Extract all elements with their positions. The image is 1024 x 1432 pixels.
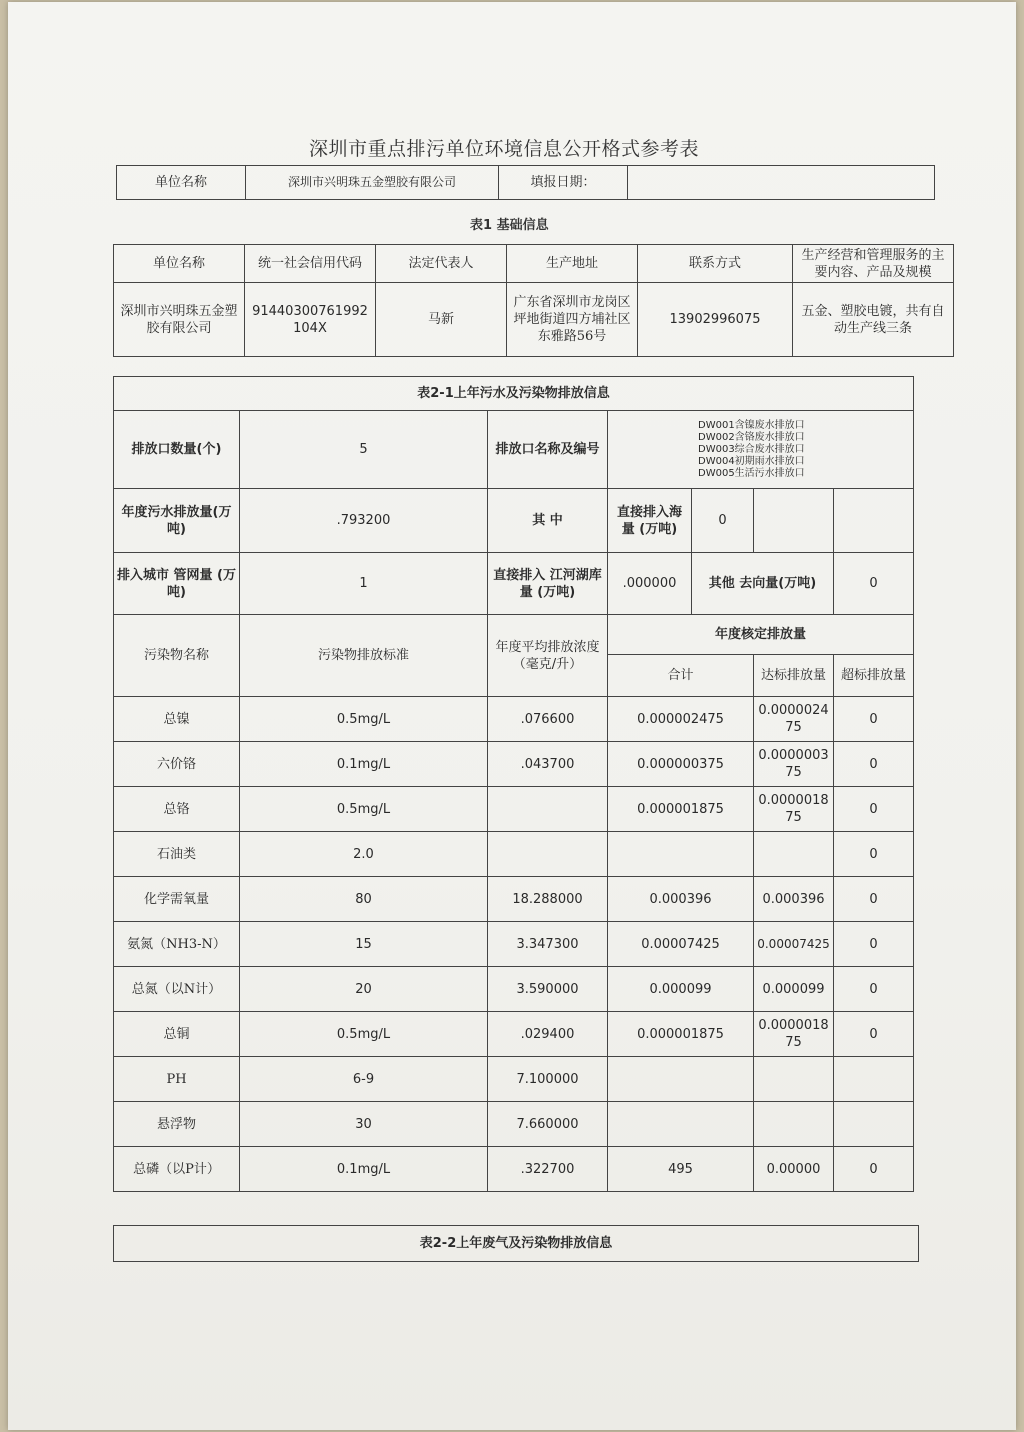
sea-value: 0 — [692, 489, 754, 553]
pollutant-conc: 7.660000 — [488, 1102, 608, 1147]
pollutant-name: 总磷（以P计） — [114, 1147, 240, 1192]
col-over: 超标排放量 — [834, 655, 914, 697]
of-which-label: 其 中 — [488, 489, 608, 553]
outlet-count: 5 — [240, 411, 488, 489]
pollutant-total: 0.000000375 — [608, 742, 754, 787]
table21-wastewater — [113, 376, 914, 1192]
pollutant-over: 0 — [834, 967, 914, 1012]
t1-header: 联系方式 — [638, 245, 793, 283]
pollutant-std: 15 — [240, 922, 488, 967]
pollutant-over: 0 — [834, 1147, 914, 1192]
pollutant-conc — [488, 832, 608, 877]
pollutant-total: 0.00007425 — [608, 922, 754, 967]
pollutant-std: 30 — [240, 1102, 488, 1147]
pollutant-over: 0 — [834, 832, 914, 877]
t1-header: 统一社会信用代码 — [245, 245, 376, 283]
pollutant-name: PH — [114, 1057, 240, 1102]
date-value — [628, 166, 935, 200]
pollutant-ok — [754, 1057, 834, 1102]
col-ok: 达标排放量 — [754, 655, 834, 697]
date-label: 填报日期： — [499, 166, 628, 200]
pollutant-ok — [754, 1102, 834, 1147]
col-conc: 年度平均排放浓度（毫克/升） — [488, 615, 608, 697]
table-row — [114, 742, 914, 787]
col-pollutant: 污染物名称 — [114, 615, 240, 697]
empty-cell — [754, 489, 834, 553]
pollutant-ok: 0.000099 — [754, 967, 834, 1012]
pollutant-total — [608, 832, 754, 877]
col-total: 合计 — [608, 655, 754, 697]
table-row — [114, 697, 914, 742]
table22-air — [113, 1225, 919, 1262]
pollutant-name: 悬浮物 — [114, 1102, 240, 1147]
pollutant-std: 0.1mg/L — [240, 1147, 488, 1192]
t1-cell: 13902996075 — [638, 283, 793, 357]
table-row — [114, 967, 914, 1012]
t1-cell: 广东省深圳市龙岗区坪地街道四方埔社区东雅路56号 — [507, 283, 638, 357]
table-row — [114, 832, 914, 877]
outlet-item: DW002含铬废水排放口 — [698, 431, 805, 443]
pollutant-ok: 0.000001875 — [754, 1012, 834, 1057]
pollutant-std: 6-9 — [240, 1057, 488, 1102]
col-approved: 年度核定排放量 — [608, 615, 914, 655]
t1-header: 单位名称 — [114, 245, 245, 283]
pollutant-over — [834, 1057, 914, 1102]
pollutant-total: 0.000001875 — [608, 1012, 754, 1057]
pollutant-name: 化学需氧量 — [114, 877, 240, 922]
pollutant-std: 0.1mg/L — [240, 742, 488, 787]
pollutant-ok: 0.00000 — [754, 1147, 834, 1192]
t1-cell: 五金、塑胶电镀，共有自动生产线三条 — [793, 283, 954, 357]
pollutant-conc — [488, 787, 608, 832]
pollutant-name: 六价铬 — [114, 742, 240, 787]
pollutant-name: 氨氮（NH3-N） — [114, 922, 240, 967]
sea-label: 直接排入海量 (万吨) — [608, 489, 692, 553]
pollutant-conc: .322700 — [488, 1147, 608, 1192]
outlet-list — [608, 411, 914, 489]
pollutant-std: 80 — [240, 877, 488, 922]
river-label: 直接排入 江河湖库量 (万吨) — [488, 553, 608, 615]
col-standard: 污染物排放标准 — [240, 615, 488, 697]
pollutant-conc: .043700 — [488, 742, 608, 787]
pollutant-total: 0.000396 — [608, 877, 754, 922]
t1-header: 法定代表人 — [376, 245, 507, 283]
unit-label: 单位名称 — [117, 166, 246, 200]
pollutant-total: 0.000099 — [608, 967, 754, 1012]
pollutant-name: 石油类 — [114, 832, 240, 877]
pollutant-over: 0 — [834, 787, 914, 832]
pollutant-conc: 3.347300 — [488, 922, 608, 967]
pollutant-std: 0.5mg/L — [240, 1012, 488, 1057]
pollutant-name: 总氮（以N计） — [114, 967, 240, 1012]
city-label: 排入城市 管网量 (万吨) — [114, 553, 240, 615]
pollutant-name: 总镍 — [114, 697, 240, 742]
outlet-item: DW005生活污水排放口 — [698, 467, 805, 479]
pollutant-ok: 0.000000375 — [754, 742, 834, 787]
pollutant-ok: 0.000001875 — [754, 787, 834, 832]
other-value: 0 — [834, 553, 914, 615]
table-row — [114, 922, 914, 967]
pollutant-over: 0 — [834, 697, 914, 742]
outlet-item: DW004初期雨水排放口 — [698, 455, 805, 467]
table-row — [114, 1147, 914, 1192]
t1-cell: 马新 — [376, 283, 507, 357]
page-title: 深圳市重点排污单位环境信息公开格式参考表 — [308, 138, 699, 160]
pollutant-conc: 3.590000 — [488, 967, 608, 1012]
pollutant-conc: .029400 — [488, 1012, 608, 1057]
pollutant-over — [834, 1102, 914, 1147]
pollutant-std: 0.5mg/L — [240, 697, 488, 742]
pollutant-name: 总铬 — [114, 787, 240, 832]
outlet-count-label: 排放口数量(个) — [114, 411, 240, 489]
pollutant-total: 495 — [608, 1147, 754, 1192]
t1-header: 生产地址 — [507, 245, 638, 283]
annual-value: .793200 — [240, 489, 488, 553]
pollutant-std: 0.5mg/L — [240, 787, 488, 832]
table-row — [114, 787, 914, 832]
table-row — [114, 1012, 914, 1057]
pollutant-conc: 7.100000 — [488, 1057, 608, 1102]
pollutant-over: 0 — [834, 922, 914, 967]
table1-caption: 表1 基础信息 — [470, 218, 549, 233]
pollutant-ok: 0.00007425 — [754, 922, 834, 967]
table-row — [114, 1102, 914, 1147]
pollutant-total: 0.000001875 — [608, 787, 754, 832]
pollutant-conc: .076600 — [488, 697, 608, 742]
t1-cell: 深圳市兴明珠五金塑胶有限公司 — [114, 283, 245, 357]
pollutant-name: 总铜 — [114, 1012, 240, 1057]
annual-label: 年度污水排放量(万吨) — [114, 489, 240, 553]
t1-header: 生产经营和管理服务的主要内容、产品及规模 — [793, 245, 954, 283]
pollutant-std: 2.0 — [240, 832, 488, 877]
pollutant-std: 20 — [240, 967, 488, 1012]
pollutant-conc: 18.288000 — [488, 877, 608, 922]
pollutant-over: 0 — [834, 1012, 914, 1057]
table1-basic-info — [113, 244, 954, 357]
other-label: 其他 去向量(万吨) — [692, 553, 834, 615]
pollutant-total — [608, 1057, 754, 1102]
pollutant-over: 0 — [834, 742, 914, 787]
pollutant-ok — [754, 832, 834, 877]
table-row — [114, 1057, 914, 1102]
outlet-name-label: 排放口名称及编号 — [488, 411, 608, 489]
pollutant-total: 0.000002475 — [608, 697, 754, 742]
header-table — [116, 165, 935, 200]
river-value: .000000 — [608, 553, 692, 615]
pollutant-over: 0 — [834, 877, 914, 922]
pollutant-ok: 0.000002475 — [754, 697, 834, 742]
t1-cell: 91440300761992104X — [245, 283, 376, 357]
outlet-item: DW003综合废水排放口 — [698, 443, 805, 455]
outlet-item: DW001含镍废水排放口 — [698, 419, 805, 431]
pollutant-ok: 0.000396 — [754, 877, 834, 922]
table22-caption: 表2-2上年废气及污染物排放信息 — [114, 1226, 919, 1262]
city-value: 1 — [240, 553, 488, 615]
table-row — [114, 877, 914, 922]
table21-caption: 表2-1上年污水及污染物排放信息 — [114, 377, 914, 411]
pollutant-total — [608, 1102, 754, 1147]
unit-value: 深圳市兴明珠五金塑胶有限公司 — [246, 166, 499, 200]
empty-cell — [834, 489, 914, 553]
